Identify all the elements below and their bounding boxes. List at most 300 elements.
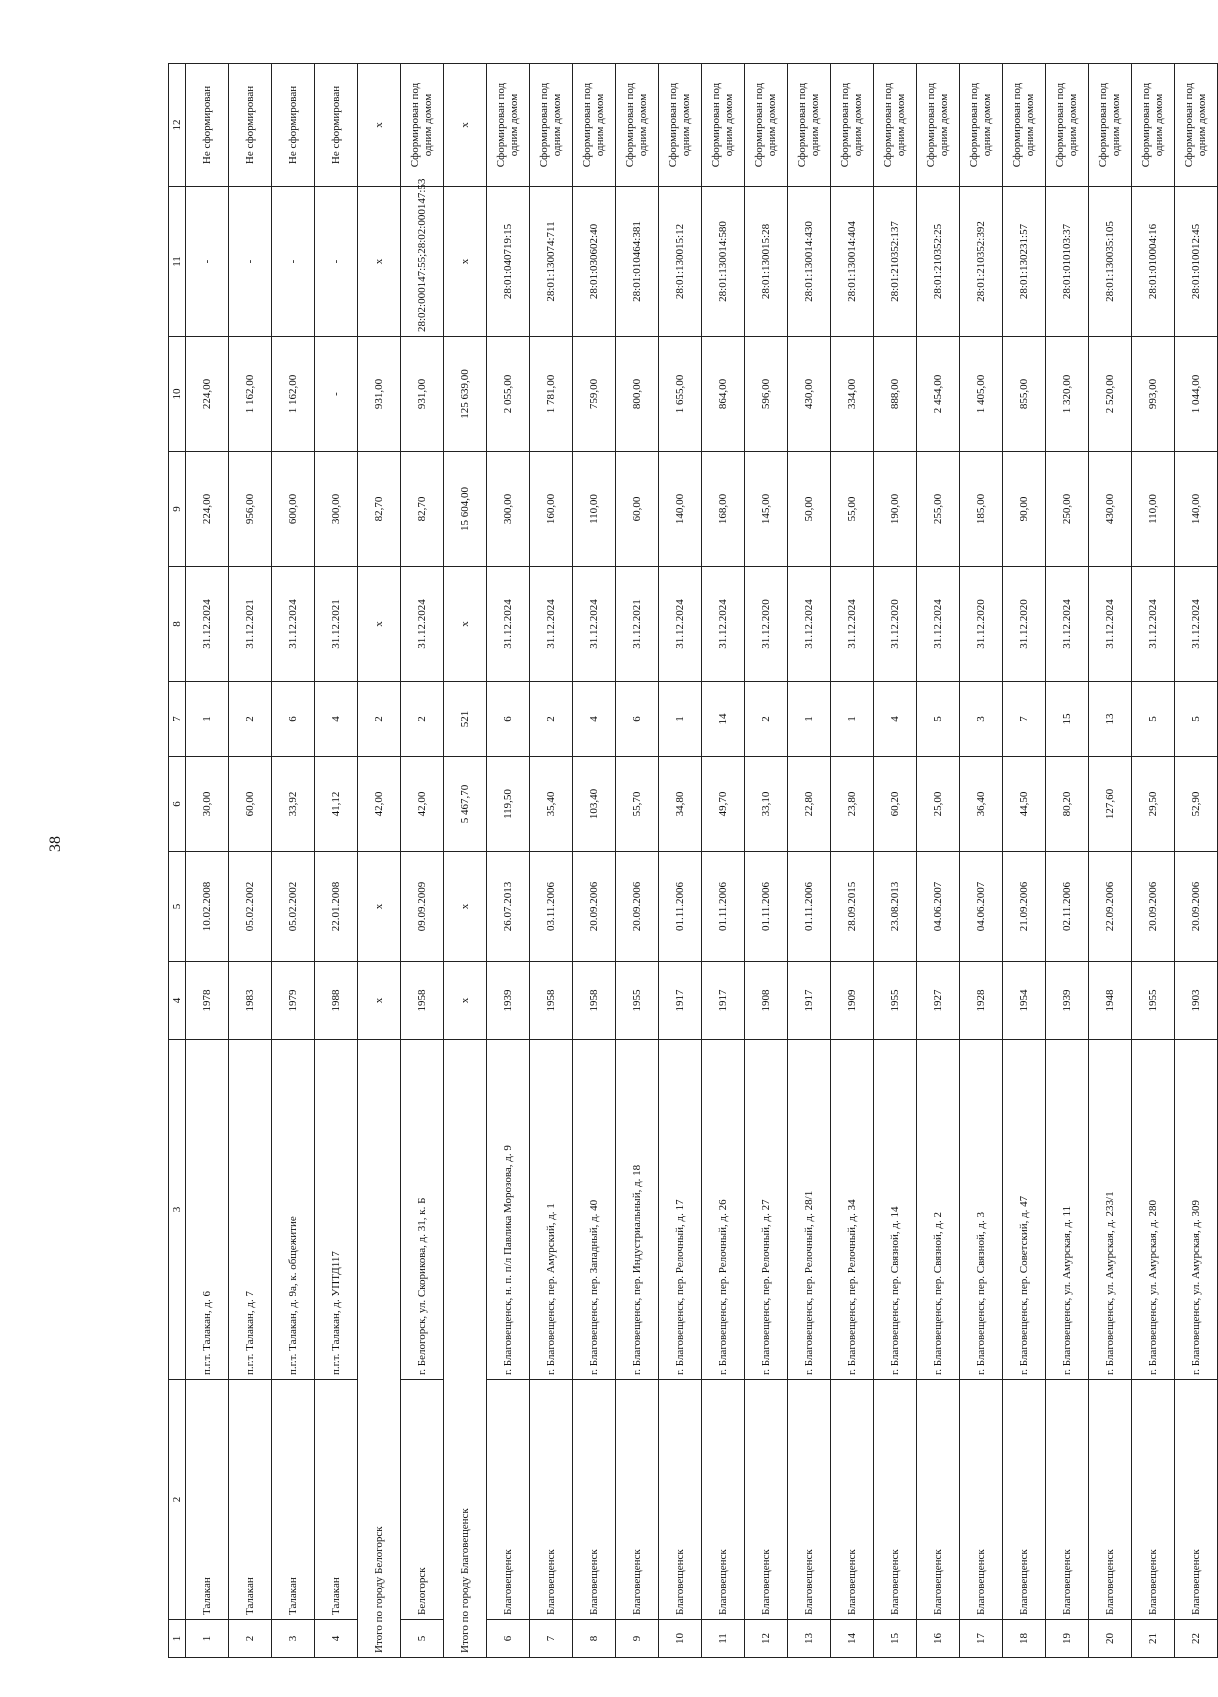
area-cell: 35,40 — [530, 757, 573, 852]
deadline-cell: 31.12.2024 — [530, 567, 573, 682]
residents-cell: 6 — [272, 682, 315, 757]
residents-cell: 6 — [487, 682, 530, 757]
city-cell: Благовещенск — [702, 1380, 745, 1620]
residents-cell: 2 — [401, 682, 444, 757]
status-cell: Сформирован под одним домом — [401, 64, 444, 187]
cadastral-number-cell: 28:01:010004:16 — [1132, 187, 1175, 337]
date-cell: 20.09.2006 — [1132, 852, 1175, 962]
table-row — [229, 64, 272, 1658]
year-cell: 1903 — [1175, 962, 1218, 1040]
status-cell: Сформирован под одним домом — [788, 64, 831, 187]
cost-cell: 1 781,00 — [530, 337, 573, 452]
deadline-cell: 31.12.2024 — [401, 567, 444, 682]
subtotal-row — [444, 64, 487, 1658]
row-number: 20 — [1089, 1620, 1132, 1658]
address-cell: г. Благовещенск, н. п. п/л Павлика Морозова, д. 9 — [487, 1040, 530, 1380]
cost-cell: 1 320,00 — [1046, 337, 1089, 452]
city-cell: Благовещенск — [745, 1380, 788, 1620]
cost-cell: 931,00 — [358, 337, 401, 452]
date-cell: x — [358, 852, 401, 962]
land-area-cell: 430,00 — [1089, 452, 1132, 567]
area-cell: 41,12 — [315, 757, 358, 852]
status-cell: Сформирован под одним домом — [702, 64, 745, 187]
row-number: 13 — [788, 1620, 831, 1658]
city-cell: Благовещенск — [659, 1380, 702, 1620]
cost-cell: 1 655,00 — [659, 337, 702, 452]
residents-cell: 1 — [788, 682, 831, 757]
cadastral-number-cell: - — [186, 187, 229, 337]
residents-cell: 15 — [1046, 682, 1089, 757]
land-area-cell: 15 604,00 — [444, 452, 487, 567]
city-cell: Благовещенск — [573, 1380, 616, 1620]
column-number: 6 — [169, 757, 186, 852]
status-cell: Сформирован под одним домом — [874, 64, 917, 187]
row-number: 8 — [573, 1620, 616, 1658]
cadastral-number-cell: 28:01:010012:45 — [1175, 187, 1218, 337]
page-number: 38 — [47, 836, 64, 852]
column-number: 7 — [169, 682, 186, 757]
status-cell: Сформирован под одним домом — [1003, 64, 1046, 187]
address-cell: г. Благовещенск, пер. Релочный, д. 17 — [659, 1040, 702, 1380]
residents-cell: 1 — [659, 682, 702, 757]
land-area-cell: 600,00 — [272, 452, 315, 567]
area-cell: 29,50 — [1132, 757, 1175, 852]
date-cell: 20.09.2006 — [573, 852, 616, 962]
residents-cell: 14 — [702, 682, 745, 757]
residents-cell: 5 — [1132, 682, 1175, 757]
land-area-cell: 145,00 — [745, 452, 788, 567]
status-cell: Не сформирован — [272, 64, 315, 187]
deadline-cell: 31.12.2024 — [788, 567, 831, 682]
address-cell: г. Благовещенск, пер. Советский, д. 47 — [1003, 1040, 1046, 1380]
cost-cell: 125 639,00 — [444, 337, 487, 452]
residents-cell: 2 — [229, 682, 272, 757]
city-cell: Талакан — [315, 1380, 358, 1620]
cost-cell: 931,00 — [401, 337, 444, 452]
year-cell: 1979 — [272, 962, 315, 1040]
city-cell: Белогорск — [401, 1380, 444, 1620]
residents-cell: 1 — [831, 682, 874, 757]
area-cell: 80,20 — [1046, 757, 1089, 852]
year-cell: 1948 — [1089, 962, 1132, 1040]
date-cell: 20.09.2006 — [616, 852, 659, 962]
cadastral-number-cell: 28:01:130074:711 — [530, 187, 573, 337]
cost-cell: 993,00 — [1132, 337, 1175, 452]
cadastral-number-cell: 28:01:030602:40 — [573, 187, 616, 337]
column-number: 11 — [169, 187, 186, 337]
cadastral-number-cell: 28:01:130014:404 — [831, 187, 874, 337]
table-row — [401, 64, 444, 1658]
table-row — [487, 64, 530, 1658]
land-area-cell: 140,00 — [1175, 452, 1218, 567]
column-number: 10 — [169, 337, 186, 452]
residents-cell: 3 — [960, 682, 1003, 757]
row-number: 4 — [315, 1620, 358, 1658]
table-row — [616, 64, 659, 1658]
date-cell: 04.06.2007 — [917, 852, 960, 962]
land-area-cell: 160,00 — [530, 452, 573, 567]
table-row — [702, 64, 745, 1658]
table-row — [1089, 64, 1132, 1658]
deadline-cell: 31.12.2024 — [487, 567, 530, 682]
residents-cell: 6 — [616, 682, 659, 757]
area-cell: 34,80 — [659, 757, 702, 852]
cost-cell: 888,00 — [874, 337, 917, 452]
year-cell: 1955 — [616, 962, 659, 1040]
status-cell: Сформирован под одним домом — [831, 64, 874, 187]
deadline-cell: 31.12.2024 — [917, 567, 960, 682]
column-number: 4 — [169, 962, 186, 1040]
area-cell: 119,50 — [487, 757, 530, 852]
address-cell: г. Благовещенск, ул. Амурская, д. 11 — [1046, 1040, 1089, 1380]
city-cell: Благовещенск — [1132, 1380, 1175, 1620]
address-cell: п.г.т. Талакан, д. 9а, к. общежитие — [272, 1040, 315, 1380]
status-cell: Сформирован под одним домом — [659, 64, 702, 187]
row-number: 16 — [917, 1620, 960, 1658]
year-cell: 1954 — [1003, 962, 1046, 1040]
deadline-cell: 31.12.2024 — [186, 567, 229, 682]
city-cell: Благовещенск — [831, 1380, 874, 1620]
residents-cell: 2 — [530, 682, 573, 757]
cadastral-number-cell: 28:02:000147:55;28:02:000147:53 — [401, 187, 444, 337]
address-cell: г. Благовещенск, пер. Релочный, д. 28/1 — [788, 1040, 831, 1380]
rotated-table-container — [168, 64, 1208, 1658]
area-cell: 33,10 — [745, 757, 788, 852]
housing-register-table — [168, 63, 1218, 1658]
city-cell: Талакан — [272, 1380, 315, 1620]
date-cell: 26.07.2013 — [487, 852, 530, 962]
residents-cell: 1 — [186, 682, 229, 757]
area-cell: 22,80 — [788, 757, 831, 852]
cost-cell: 759,00 — [573, 337, 616, 452]
address-cell: г. Благовещенск, пер. Связной, д. 3 — [960, 1040, 1003, 1380]
year-cell: 1958 — [530, 962, 573, 1040]
date-cell: 01.11.2006 — [745, 852, 788, 962]
column-number: 1 — [169, 1620, 186, 1658]
cost-cell: 1 162,00 — [272, 337, 315, 452]
land-area-cell: 90,00 — [1003, 452, 1046, 567]
year-cell: 1928 — [960, 962, 1003, 1040]
address-cell: г. Благовещенск, пер. Связной, д. 14 — [874, 1040, 917, 1380]
cadastral-number-cell: 28:01:010103:37 — [1046, 187, 1089, 337]
cadastral-number-cell: 28:01:010464:381 — [616, 187, 659, 337]
status-cell: Сформирован под одним домом — [1046, 64, 1089, 187]
status-cell: Сформирован под одним домом — [1175, 64, 1218, 187]
date-cell: 03.11.2006 — [530, 852, 573, 962]
city-cell: Благовещенск — [874, 1380, 917, 1620]
cost-cell: 1 044,00 — [1175, 337, 1218, 452]
area-cell: 103,40 — [573, 757, 616, 852]
cadastral-number-cell: x — [444, 187, 487, 337]
area-cell: 5 467,70 — [444, 757, 487, 852]
status-cell: Сформирован под одним домом — [530, 64, 573, 187]
cadastral-number-cell: 28:01:040719:15 — [487, 187, 530, 337]
city-cell: Благовещенск — [788, 1380, 831, 1620]
residents-cell: 521 — [444, 682, 487, 757]
address-cell: г. Благовещенск, ул. Амурская, д. 280 — [1132, 1040, 1175, 1380]
status-cell: Сформирован под одним домом — [917, 64, 960, 187]
address-cell: г. Благовещенск, пер. Релочный, д. 26 — [702, 1040, 745, 1380]
row-number: 18 — [1003, 1620, 1046, 1658]
deadline-cell: 31.12.2024 — [831, 567, 874, 682]
cost-cell: 224,00 — [186, 337, 229, 452]
row-number: 1 — [186, 1620, 229, 1658]
city-cell: Благовещенск — [616, 1380, 659, 1620]
table-row — [659, 64, 702, 1658]
deadline-cell: 31.12.2020 — [1003, 567, 1046, 682]
table-row — [960, 64, 1003, 1658]
row-number: 19 — [1046, 1620, 1089, 1658]
city-cell: Благовещенск — [960, 1380, 1003, 1620]
table-body — [169, 64, 1218, 1658]
cadastral-number-cell: 28:01:130014:580 — [702, 187, 745, 337]
row-number: 9 — [616, 1620, 659, 1658]
address-cell: п.г.т. Талакан, д. 7 — [229, 1040, 272, 1380]
year-cell: 1939 — [1046, 962, 1089, 1040]
cadastral-number-cell: - — [229, 187, 272, 337]
year-cell: 1978 — [186, 962, 229, 1040]
land-area-cell: 255,00 — [917, 452, 960, 567]
residents-cell: 4 — [573, 682, 616, 757]
deadline-cell: 31.12.2021 — [315, 567, 358, 682]
date-cell: x — [444, 852, 487, 962]
land-area-cell: 50,00 — [788, 452, 831, 567]
deadline-cell: x — [444, 567, 487, 682]
address-cell: п.г.т. Талакан, д. 6 — [186, 1040, 229, 1380]
date-cell: 22.01.2008 — [315, 852, 358, 962]
area-cell: 60,00 — [229, 757, 272, 852]
land-area-cell: 82,70 — [401, 452, 444, 567]
cadastral-number-cell: 28:01:130015:28 — [745, 187, 788, 337]
year-cell: 1917 — [659, 962, 702, 1040]
area-cell: 23,80 — [831, 757, 874, 852]
cadastral-number-cell: 28:01:210352:25 — [917, 187, 960, 337]
row-number: 17 — [960, 1620, 1003, 1658]
address-cell: г. Благовещенск, ул. Амурская, д. 309 — [1175, 1040, 1218, 1380]
cost-cell: 864,00 — [702, 337, 745, 452]
cost-cell: 2 520,00 — [1089, 337, 1132, 452]
address-cell: г. Благовещенск, пер. Западный, д. 40 — [573, 1040, 616, 1380]
area-cell: 49,70 — [702, 757, 745, 852]
row-number: 7 — [530, 1620, 573, 1658]
date-cell: 01.11.2006 — [659, 852, 702, 962]
land-area-cell: 300,00 — [487, 452, 530, 567]
status-cell: Не сформирован — [315, 64, 358, 187]
column-number: 5 — [169, 852, 186, 962]
status-cell: x — [358, 64, 401, 187]
column-number: 12 — [169, 64, 186, 187]
cadastral-number-cell: 28:01:130035:105 — [1089, 187, 1132, 337]
city-cell: Талакан — [229, 1380, 272, 1620]
row-number: 3 — [272, 1620, 315, 1658]
cost-cell: 1 162,00 — [229, 337, 272, 452]
date-cell: 02.11.2006 — [1046, 852, 1089, 962]
date-cell: 04.06.2007 — [960, 852, 1003, 962]
row-number: 22 — [1175, 1620, 1218, 1658]
table-row — [315, 64, 358, 1658]
residents-cell: 4 — [315, 682, 358, 757]
city-cell: Благовещенск — [487, 1380, 530, 1620]
deadline-cell: 31.12.2020 — [874, 567, 917, 682]
year-cell: 1983 — [229, 962, 272, 1040]
status-cell: Сформирован под одним домом — [487, 64, 530, 187]
address-cell: п.г.т. Талакан, д. УПТД117 — [315, 1040, 358, 1380]
table-row — [530, 64, 573, 1658]
deadline-cell: 31.12.2024 — [659, 567, 702, 682]
deadline-cell: 31.12.2020 — [745, 567, 788, 682]
year-cell: 1955 — [874, 962, 917, 1040]
table-row — [745, 64, 788, 1658]
column-number-row — [169, 64, 186, 1658]
row-number: 12 — [745, 1620, 788, 1658]
address-cell: г. Белогорск, ул. Скорикова, д. 31, к. Б — [401, 1040, 444, 1380]
cost-cell: - — [315, 337, 358, 452]
status-cell: Не сформирован — [229, 64, 272, 187]
subtotal-row — [358, 64, 401, 1658]
table-row — [1175, 64, 1218, 1658]
date-cell: 09.09.2009 — [401, 852, 444, 962]
deadline-cell: 31.12.2024 — [1046, 567, 1089, 682]
table-row — [186, 64, 229, 1658]
deadline-cell: 31.12.2024 — [272, 567, 315, 682]
row-number: 2 — [229, 1620, 272, 1658]
date-cell: 01.11.2006 — [788, 852, 831, 962]
area-cell: 60,20 — [874, 757, 917, 852]
city-cell: Талакан — [186, 1380, 229, 1620]
year-cell: x — [444, 962, 487, 1040]
date-cell: 01.11.2006 — [702, 852, 745, 962]
year-cell: 1988 — [315, 962, 358, 1040]
city-cell: Благовещенск — [530, 1380, 573, 1620]
land-area-cell: 55,00 — [831, 452, 874, 567]
land-area-cell: 110,00 — [1132, 452, 1175, 567]
year-cell: 1917 — [702, 962, 745, 1040]
area-cell: 36,40 — [960, 757, 1003, 852]
subtotal-label: Итого по городу Белогорск — [358, 1040, 401, 1658]
cadastral-number-cell: 28:01:210352:392 — [960, 187, 1003, 337]
status-cell: Сформирован под одним домом — [573, 64, 616, 187]
table-row — [272, 64, 315, 1658]
year-cell: 1958 — [401, 962, 444, 1040]
date-cell: 28.09.2015 — [831, 852, 874, 962]
column-number: 3 — [169, 1040, 186, 1380]
status-cell: Сформирован под одним домом — [1089, 64, 1132, 187]
address-cell: г. Благовещенск, пер. Релочный, д. 34 — [831, 1040, 874, 1380]
deadline-cell: 31.12.2020 — [960, 567, 1003, 682]
residents-cell: 13 — [1089, 682, 1132, 757]
column-number: 2 — [169, 1380, 186, 1620]
cost-cell: 855,00 — [1003, 337, 1046, 452]
deadline-cell: 31.12.2024 — [1175, 567, 1218, 682]
deadline-cell: 31.12.2021 — [229, 567, 272, 682]
area-cell: 30,00 — [186, 757, 229, 852]
table-row — [1003, 64, 1046, 1658]
area-cell: 55,70 — [616, 757, 659, 852]
residents-cell: 7 — [1003, 682, 1046, 757]
row-number: 14 — [831, 1620, 874, 1658]
row-number: 10 — [659, 1620, 702, 1658]
cost-cell: 2 055,00 — [487, 337, 530, 452]
status-cell: Сформирован под одним домом — [616, 64, 659, 187]
row-number: 11 — [702, 1620, 745, 1658]
deadline-cell: 31.12.2024 — [702, 567, 745, 682]
row-number: 6 — [487, 1620, 530, 1658]
year-cell: 1955 — [1132, 962, 1175, 1040]
land-area-cell: 140,00 — [659, 452, 702, 567]
status-cell: Сформирован под одним домом — [960, 64, 1003, 187]
residents-cell: 4 — [874, 682, 917, 757]
row-number: 15 — [874, 1620, 917, 1658]
year-cell: 1917 — [788, 962, 831, 1040]
date-cell: 10.02.2008 — [186, 852, 229, 962]
table-row — [1046, 64, 1089, 1658]
date-cell: 21.09.2006 — [1003, 852, 1046, 962]
residents-cell: 2 — [358, 682, 401, 757]
land-area-cell: 110,00 — [573, 452, 616, 567]
year-cell: 1958 — [573, 962, 616, 1040]
cadastral-number-cell: x — [358, 187, 401, 337]
date-cell: 22.09.2006 — [1089, 852, 1132, 962]
area-cell: 25,00 — [917, 757, 960, 852]
address-cell: г. Благовещенск, пер. Амурский, д. 1 — [530, 1040, 573, 1380]
status-cell: Сформирован под одним домом — [1132, 64, 1175, 187]
city-cell: Благовещенск — [1046, 1380, 1089, 1620]
date-cell: 20.09.2006 — [1175, 852, 1218, 962]
table-row — [573, 64, 616, 1658]
deadline-cell: 31.12.2024 — [573, 567, 616, 682]
area-cell: 42,00 — [358, 757, 401, 852]
date-cell: 05.02.2002 — [229, 852, 272, 962]
year-cell: 1909 — [831, 962, 874, 1040]
land-area-cell: 224,00 — [186, 452, 229, 567]
cadastral-number-cell: 28:01:130014:430 — [788, 187, 831, 337]
area-cell: 33,92 — [272, 757, 315, 852]
city-cell: Благовещенск — [1089, 1380, 1132, 1620]
year-cell: 1927 — [917, 962, 960, 1040]
deadline-cell: 31.12.2024 — [1089, 567, 1132, 682]
status-cell: x — [444, 64, 487, 187]
area-cell: 52,90 — [1175, 757, 1218, 852]
land-area-cell: 190,00 — [874, 452, 917, 567]
deadline-cell: 31.12.2024 — [1132, 567, 1175, 682]
residents-cell: 5 — [1175, 682, 1218, 757]
date-cell: 23.08.2013 — [874, 852, 917, 962]
land-area-cell: 60,00 — [616, 452, 659, 567]
row-number: 5 — [401, 1620, 444, 1658]
residents-cell: 2 — [745, 682, 788, 757]
column-number: 9 — [169, 452, 186, 567]
row-number: 21 — [1132, 1620, 1175, 1658]
table-row — [874, 64, 917, 1658]
cost-cell: 800,00 — [616, 337, 659, 452]
land-area-cell: 956,00 — [229, 452, 272, 567]
column-number: 8 — [169, 567, 186, 682]
cadastral-number-cell: - — [272, 187, 315, 337]
table-row — [1132, 64, 1175, 1658]
cadastral-number-cell: 28:01:210352:137 — [874, 187, 917, 337]
residents-cell: 5 — [917, 682, 960, 757]
area-cell: 44,50 — [1003, 757, 1046, 852]
city-cell: Благовещенск — [917, 1380, 960, 1620]
address-cell: г. Благовещенск, пер. Индустриальный, д. 18 — [616, 1040, 659, 1380]
table-row — [788, 64, 831, 1658]
cadastral-number-cell: - — [315, 187, 358, 337]
table-row — [917, 64, 960, 1658]
cost-cell: 334,00 — [831, 337, 874, 452]
year-cell: 1908 — [745, 962, 788, 1040]
subtotal-label: Итого по городу Благовещенск — [444, 1040, 487, 1658]
address-cell: г. Благовещенск, ул. Амурская, д. 233/1 — [1089, 1040, 1132, 1380]
